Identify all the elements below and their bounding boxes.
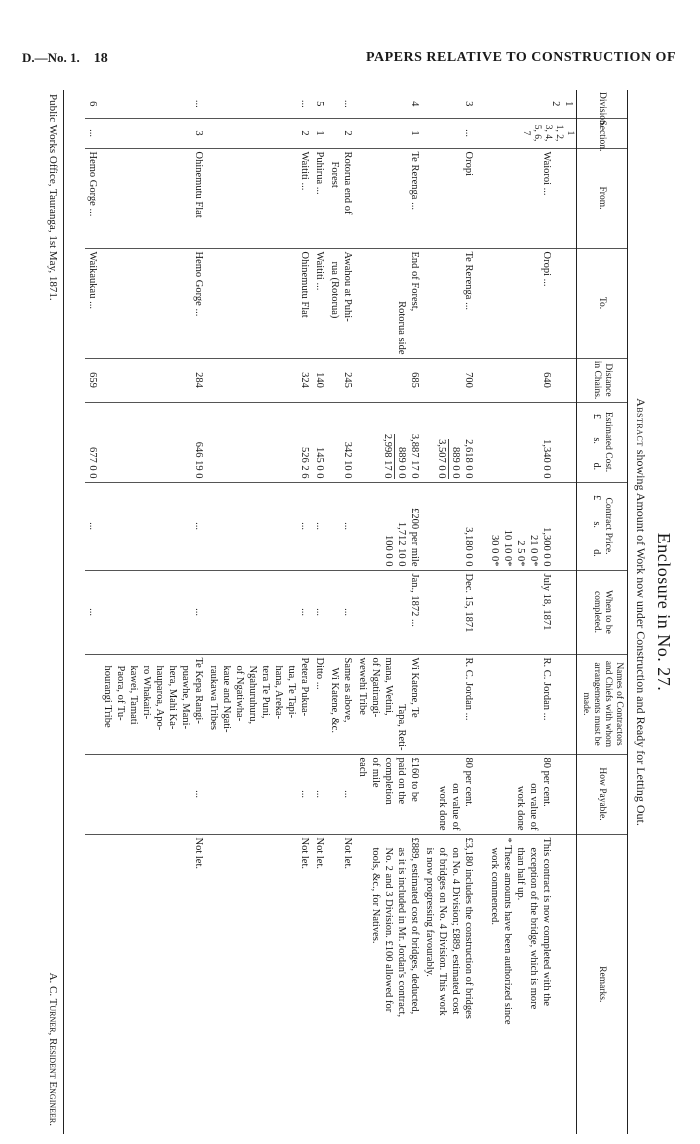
cell-to: Waikaukau ... (86, 248, 101, 358)
col-to: To. (577, 248, 628, 358)
cell-contract: £200 per mile 1,712 10 0 100 0 0 (356, 482, 423, 570)
cell-division: ... (342, 99, 354, 108)
cell-division: 5 (314, 101, 326, 107)
cell-from: Rotorua end of Forest (328, 148, 356, 248)
col-section: Section. (577, 118, 628, 148)
cell-remarks: Not let. (313, 834, 328, 1134)
cell-distance: 245 (328, 358, 356, 402)
cell-division: 4 (409, 101, 421, 107)
table-row (207, 90, 313, 1134)
cell-estimated: 526 2 6 (207, 402, 313, 482)
works-table (86, 90, 629, 1134)
cell-to: Hemo Gorge ... (101, 248, 207, 358)
cell-contract: ... (328, 482, 356, 570)
enclosure-title: Enclosure in No. 27. (654, 532, 674, 692)
cell-distance: 700 (423, 358, 477, 402)
col-from: From. (577, 148, 628, 248)
col-division: Division. (577, 90, 628, 118)
table-row (356, 90, 423, 1134)
cell-remarks: £3,180 includes the construction of bridges on No. 4 Division; £889, estimated cost of bridges on No. 4 Division. This work is now progressing favourably. (423, 834, 477, 1134)
cell-how: ... (328, 754, 356, 834)
cell-section: 1 (313, 118, 328, 148)
cell-how: ... (313, 754, 328, 834)
cell-how (86, 754, 101, 834)
cell-remarks: £889, estimated cost of bridges, deducted, as it is included in Mr. Jordan's contract, No. 2 and 3 Division. £100 allowed for tools, &c., for Natives. (356, 834, 423, 1134)
cell-remarks: Not let. (328, 834, 356, 1134)
col-estimated-cost: Estimated Cost. £ s. d. (577, 402, 628, 482)
abstract-caption: Abstract showing Amount of Work now under Construction and Ready for Letting Out. (634, 398, 648, 826)
col-names: Names of Contractors and Chiefs with whom arrangements must be made. (577, 654, 628, 754)
cell-how: ... (101, 754, 207, 834)
cell-from: Hemo Gorge ... (86, 148, 101, 248)
table-row (477, 90, 577, 1134)
cell-names: Wi Katene, Te Tapa, Reti- mana, Wetini, of Ngatirangi- wewehi Tribe (356, 654, 423, 754)
cell-from: Te Rerenga ... (356, 148, 423, 248)
cell-when: ... (207, 570, 313, 654)
cell-division: 1 2 (550, 101, 574, 107)
cell-when: July 18, 1871 (477, 570, 577, 654)
cell-contract: 3,180 0 0 (423, 482, 477, 570)
cell-distance: 640 (477, 358, 577, 402)
cell-to: Te Rerenga ... (423, 248, 477, 358)
cell-estimated: 677 0 0 (86, 402, 101, 482)
signature-line: A. C. Turner, Resident Engineer. (47, 972, 59, 1126)
col-remarks: Remarks. (577, 834, 628, 1134)
cell-distance: 659 (86, 358, 101, 402)
cell-from: Waititi ... (207, 148, 313, 248)
cell-how: £160 to be paid on the completion of mile each (356, 754, 423, 834)
cell-when: Jan., 1872 ... (356, 570, 423, 654)
cell-remarks: Not let. (101, 834, 207, 1134)
cell-from: Puhirua ... (313, 148, 328, 248)
page-header (22, 50, 682, 70)
table-row (313, 90, 328, 1134)
col-how-payable: How Payable. (577, 754, 628, 834)
cell-to: Awahou at Puhi- rua (Rotorua) (328, 248, 356, 358)
cell-names: Same as above, Wi Katene, &c. (328, 654, 356, 754)
cell-estimated: 646 19 0 (101, 402, 207, 482)
cell-names (86, 654, 101, 754)
cell-remarks: Not let. (207, 834, 313, 1134)
cell-how: ... (207, 754, 313, 834)
table-row (101, 90, 207, 1134)
cell-names: Ditto ... (313, 654, 328, 754)
cell-section: ... (86, 118, 101, 148)
cell-estimated: 342 10 0 (328, 402, 356, 482)
cell-contract: 1,300 0 0 21 0 0* 2 5 0* 10 10 0* 30 0 0* (477, 482, 577, 570)
cell-names: Te Kepa Rangi- puawhe, Mani- hera, Mahi Ka- hauparoa, Apo- ro Whakairi- kawei, Tamati Paora, of Tu- hourangi Tribe (101, 654, 207, 754)
cell-distance: 324 (207, 358, 313, 402)
cell-division: 3 (463, 101, 475, 107)
cell-names: R. C. Jordan ... (423, 654, 477, 754)
cell-section: 2 (328, 118, 356, 148)
cell-to: Oropi ... (477, 248, 577, 358)
cell-section: 2 (207, 118, 313, 148)
table-row (86, 90, 101, 1134)
cell-section: ... (423, 118, 477, 148)
cell-distance: 140 (313, 358, 328, 402)
cell-to: End of Forest, Rotorua side (356, 248, 423, 358)
cell-when: Dec. 15, 1871 (423, 570, 477, 654)
table-row (423, 90, 477, 1134)
col-when-completed: When to be completed. (577, 570, 628, 654)
cell-when: ... (101, 570, 207, 654)
table-row (328, 90, 356, 1134)
cell-from: Oropi (423, 148, 477, 248)
cell-estimated: 145 0 0 (313, 402, 328, 482)
cell-distance: 284 (101, 358, 207, 402)
cell-when: ... (328, 570, 356, 654)
cell-division: ... (299, 99, 311, 108)
cell-to: Ohinemutu Flat (207, 248, 313, 358)
col-contract-price: Contract Price. £ s. d. (577, 482, 628, 570)
col-distance: Distance in Chains. (577, 358, 628, 402)
cell-distance: 685 (356, 358, 423, 402)
running-title: PAPERS RELATIVE TO CONSTRUCTION OF (365, 50, 676, 65)
cell-from: Ohinemutu Flat (101, 148, 207, 248)
cell-section: 1 1, 2, 3, 4, 5, 6, 7 (477, 118, 577, 148)
table-header-row (577, 90, 628, 1134)
cell-division: ... (193, 99, 205, 108)
cell-section: 1 (356, 118, 423, 148)
cell-remarks: This contract is now completed with the exception of the bridge, which is more than half up. * These amounts have been authorized since work commenced. (477, 834, 577, 1134)
cell-contract: ... (207, 482, 313, 570)
cell-contract: ... (313, 482, 328, 570)
cell-contract: ... (101, 482, 207, 570)
cell-from: Waioroi ... (477, 148, 577, 248)
cell-estimated: 2,618 0 0 889 0 0 3,507 0 0 (423, 402, 477, 482)
cell-remarks (86, 834, 101, 1134)
page-number: 18 (93, 51, 108, 66)
cell-how: 80 per cent. on value of work done (423, 754, 477, 834)
cell-estimated: 3,887 17 0 889 0 0 2,998 17 0 (356, 402, 423, 482)
office-line: Public Works Office, Tauranga, 1st May, 1871. (47, 94, 59, 301)
table-footer (47, 90, 64, 1134)
cell-estimated: 1,340 0 0 (477, 402, 577, 482)
cell-to: Waititi ... (313, 248, 328, 358)
cell-when: ... (313, 570, 328, 654)
cell-section: 3 (101, 118, 207, 148)
cell-names: Petera Pukua- tua, Te Tapi- hana, Areka- tera Te Puni, Ngahuruhuru, of Ngatiwha- kaue and Ngati- raukawa Tribes (207, 654, 313, 754)
cell-division: 6 (87, 101, 99, 107)
cell-names: R. C. Jordan ... (477, 654, 577, 754)
rotated-table-page (20, 84, 680, 1140)
cell-when: ... (86, 570, 101, 654)
cell-how: 80 per cent. on value of work done (477, 754, 577, 834)
document-ref: D.—No. 1. 18 (22, 50, 108, 66)
cell-contract: ... (86, 482, 101, 570)
